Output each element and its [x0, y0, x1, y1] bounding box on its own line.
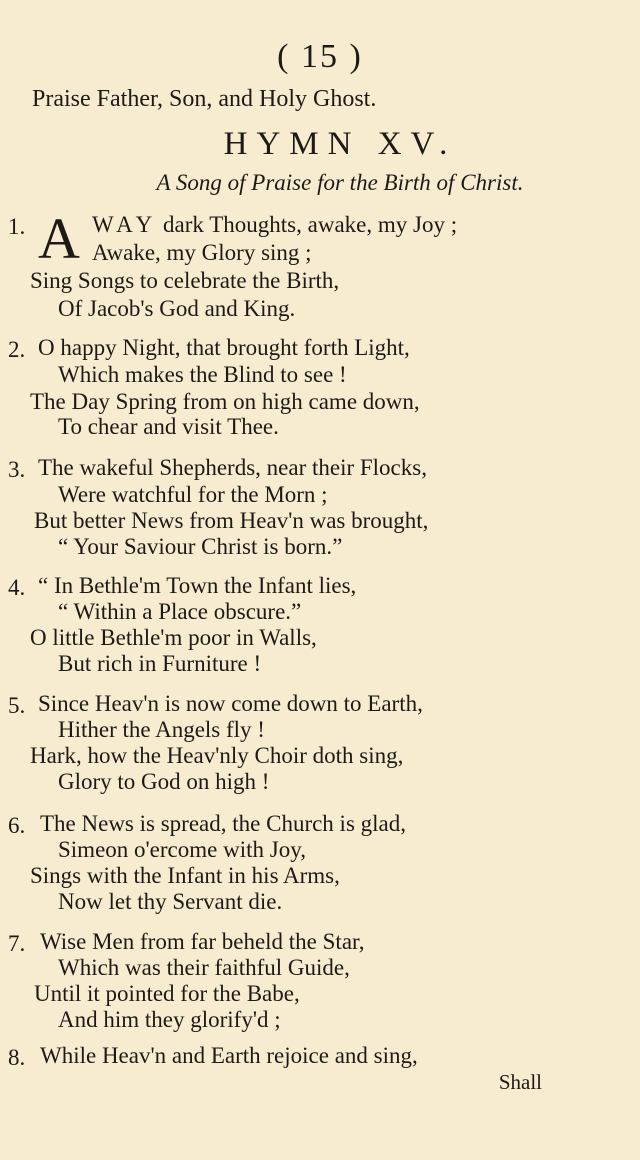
verse-line — [92, 212, 457, 238]
verse-line: But better News from Heav'n was brought, — [34, 508, 429, 533]
page-number: ( 15 ) — [277, 38, 363, 75]
verse-line: Simeon o'ercome with Joy, — [58, 837, 306, 862]
verse-line: While Heav'n and Earth rejoice and sing, — [40, 1043, 418, 1068]
verse-line: Until it pointed for the Babe, — [34, 981, 300, 1006]
verse-number: 2. — [8, 337, 26, 362]
verse-number: 5. — [8, 693, 26, 718]
verse-line: Hither the Angels fly ! — [58, 717, 265, 742]
verse-line: The wakeful Shepherds, near their Flocks, — [38, 455, 427, 480]
verse-number: 4. — [8, 575, 26, 600]
drop-cap: A — [38, 206, 80, 271]
verse-line: Were watchful for the Morn ; — [58, 482, 328, 507]
verse-number: 3. — [8, 457, 26, 482]
verse-line: To chear and visit Thee. — [58, 414, 279, 439]
verse-line: “ In Bethle'm Town the Infant lies, — [38, 573, 357, 598]
verse-line: Hark, how the Heav'nly Choir doth sing, — [30, 743, 404, 768]
verse-line: The News is spread, the Church is glad, — [40, 811, 407, 836]
verse-line: Since Heav'n is now come down to Earth, — [38, 691, 423, 716]
verse-line: Which makes the Blind to see ! — [58, 362, 347, 387]
verse-line: O little Bethle'm poor in Walls, — [30, 625, 317, 650]
verse-line: Now let thy Servant die. — [58, 889, 283, 914]
hymn-title: HYMN XV. — [223, 126, 457, 162]
carryover-line: Praise Father, Son, and Holy Ghost. — [32, 86, 377, 112]
small-caps-word: WAY — [92, 212, 158, 237]
catchword: Shall — [498, 1070, 542, 1094]
verse-line: O happy Night, that brought forth Light, — [38, 335, 410, 360]
verse-line: Of Jacob's God and King. — [58, 296, 296, 321]
verse-line: “ Within a Place obscure.” — [58, 599, 302, 624]
verse-line: But rich in Furniture ! — [58, 651, 262, 676]
verse-line: Sings with the Infant in his Arms, — [30, 863, 340, 888]
verse-line: Which was their faithful Guide, — [58, 955, 350, 980]
verse-line: Glory to God on high ! — [58, 769, 270, 794]
verse-line: “ Your Saviour Christ is born.” — [58, 534, 343, 559]
verse-number: 6. — [8, 813, 26, 838]
verse-line: Awake, my Glory sing ; — [92, 240, 312, 265]
verse-number: 8. — [8, 1045, 26, 1070]
verse-number: 7. — [8, 931, 26, 956]
verse-line: Wise Men from far beheld the Star, — [40, 929, 365, 954]
verse-line: The Day Spring from on high came down, — [30, 389, 420, 414]
verse-number: 1. — [8, 214, 26, 239]
hymn-subtitle: A Song of Praise for the Birth of Christ. — [156, 170, 524, 195]
verse-line-text: dark Thoughts, awake, my Joy ; — [163, 212, 458, 237]
verse-line: And him they glorify'd ; — [58, 1007, 281, 1032]
verse-line: Sing Songs to celebrate the Birth, — [30, 268, 340, 293]
